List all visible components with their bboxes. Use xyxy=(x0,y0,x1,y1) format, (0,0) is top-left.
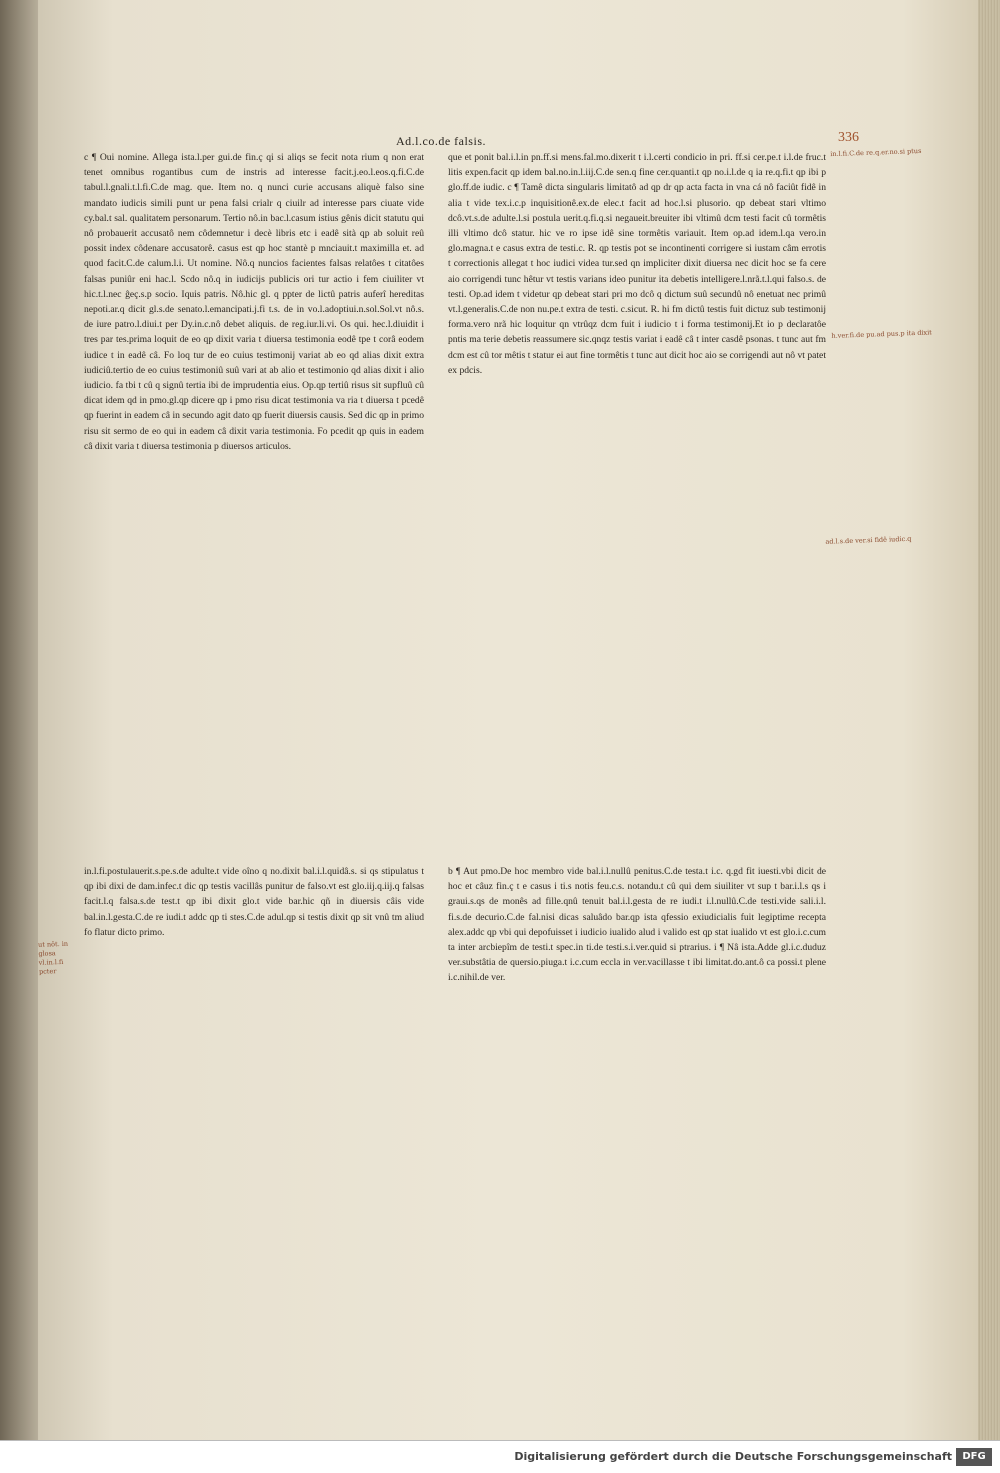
footer-bar xyxy=(0,1440,1000,1473)
footer-text: Digitalisierung gefördert durch die Deutsche Forschungsgemeinschaft xyxy=(514,1450,952,1463)
margin-note: in.l.fi.C.de re.q.er.no.si ptus xyxy=(830,146,922,159)
right-column-text: que et ponit bal.i.l.in pn.ff.si mens.fal.mo.dixerit t i.l.certi condicio in pri. ff.si cer.pe.t i.l.de fruc.t litis expen.facit qp idem bal.no.in.l.iij.C.de sen.q fine cer.quanti.t qp no.i.l.de q ia re.q.fi.t qp ibi p glo.ff.de iudic. c ¶ Tamê dicta singularis limitatô ad qp dr qp acta facta in vna cá nô faciût fidê in alia t vide tex.i.c.p inquisitionê.ex.de elec.t facit ad hoc.l.si plusorio. qp debeat stari vltimo dcô.vt.s.de adulte.l.si postula uerit.q.fi.q.si negaueit.breuiter ibi vltimû dcm testi facit cû tormêtis illi vltimo dcô statur. hic ve ro ipse idê sine tormêtis variauit. Item op.ad idem.l.qa vero.in glo.magna.t e casus extra de testi.c. R. qp testis pot se incontinenti corrigere si iustam câm errotis t correctionis allegat t hoc iudici videa tur.sed qn impliciter dixit diuersa nec dicit hoc se fa cere aio corrigendi tunc hêtur vt testis varians ideo punitur ita debetis intelligere.l.nrã.t.l.qui falso.s. de testi. Op.ad idem t videtur qp debeat stari pri mo dcô q dictum suû secundû nô enetuat nec primû vt.l.generalis.C.de non nu.pe.t extra de testi. c.sicut. R. hi fm dictû testis fuit dictuz sub testimonij forma.vero nrã hic loquitur qn vtrûqz dcm fuit i iudicio t i forma testimonij.Et io p declaratôe pntis ma terie debetis reassumere sic.qnqz testis variat i eadê câ t inter casdê psonas. t tunc aut fm dcm est cû tor mêtis t statur ei aut fine tormêtis t tunc aut dicit hoc aio se corrigendi aut nô vt patet ex pdcis. xyxy=(448,152,826,376)
running-head: Ad.l.co.de falsis. xyxy=(396,134,486,148)
dfg-logo: DFG xyxy=(956,1448,992,1466)
page-edges xyxy=(978,0,1000,1440)
book-spine xyxy=(0,0,38,1472)
left-column-continuation: in.l.fi.postulauerit.s.pe.s.de adulte.t vide oîno q no.dixit bal.i.l.quidâ.s. si qs stipulatus t qp ibi dixi de dam.infec.t dic qp testis vacillâs punitur de falso.vt est glo.iij.q.iij.q falsas facit.l.q falsa.s.de test.t qp ibi dixit glo.t vide bar.hic qñ in diuersis câis vide bal.in.l.gesta.C.de re iudi.t addc qp ti stes.C.de adul.qp si testis dixit qp sit vnû tm aliud fo flatur dicto primo. xyxy=(84,866,424,938)
margin-note: ad.l.s.de ver.si fidê iudic.q xyxy=(825,534,912,546)
margin-note: h.ver.fi.de pu.ad pus.p ita dixit xyxy=(831,328,932,340)
margin-note: ut nôt. in glosa vl.in.l.fi pcter xyxy=(37,939,69,976)
left-column-text: c ¶ Oui nomine. Allega ista.l.per gui.de fin.ç qi si aliqs se fecit nota rium q non erat tenet omnibus rogantibus cum de instris ad interesse facit.j.eo.l.eos.q.fi.C.de tabul.l.gnali.t.l.fi.C.de mag. que. Item no. q nunci curie accusans aliquè falso sine mandato iudicis simili punt ur pena falsi crialr q ciuilr ad interesse pars ciuate vide cy.bal.t sal. qualitatem personarum. Tertio nô.in bac.l.casum istius gênis dicit statutu qui nô probauerit accusatô nem côdemnetur i decè libris etc i eadê sità qp ab soluit reû possit index côdenare accusatorê. casus est qp hoc stantè p mnciauit.t maximilla et. ad quod facit.C.de calum.l.i. Ut nomine. Nô.q nuncios facientes falsas relatôes t citatôes falsas puniûr eni hac.l. Scdo nô.q in iudicijs publicis ori tur actio i fem ciuiliter vt hic.t.l.nec ĝeç.s.p socio. Iquis patris. Nô.hic gl. q ppter de lictû patris auferî hereditas nepoti.ar.q dicit gl.s.de senato.l.emancipati.j.fi t.s. de in vo.l.adoptiui.n.sol.Sol.vt nô.s. de iure patro.l.diui.t per Dy.in.c.nô debet aliquis. de reg.iur.li.vi. Os qui. hec.l.diuidit i tres par tes.prima loquit de eo qp dixit varia t diuersa testimonia eodê tpe t corâ eodem iudice t in eadê câ. Fo loq tur de eo cuius testimonij variat ab eo qd alias dixit extra iudiciû.tertio de eo cuius testimoniû suû vari at ab alio et testimonio qd alias dixit i alio iudicio. fa tbi t cû q signû tertia ibi de imprudentia eius. Op.qp tertiû risus sit supfluû cû dicat idem qd in pmo.gl.qp dicere qp i pmo risu dicat testimonia va ria t diuersa t pcedê qp fuerint in eadem câ in secundo agit dato qp fuerit diuersis causis. Sed dic qp in primo risu sit sermo de eo qui in eadem câ dixit varia testimonia. Fo pcedit qp quis in eadem câ dixit varia t diuersa testimonia p diuersos articulos. xyxy=(84,152,424,452)
right-column-continuation: b ¶ Aut pmo.De hoc membro vide bal.i.l.nullû penitus.C.de testa.t i.c. q.gd fit iuesti.vbi dicit de hoc et câuz fin.ç t e casus i ti.s notis feu.c.s. notandu.t cû qui dem siuiliter vt sup t bar.i.l.s qs i graui.s.qs de monês ad fille.qnû tenuit bal.i.l.gesta de re iudi.t i.l.nullû.C.de testi.vide sali.i.l. fi.s.de decurio.C.de fal.nisi dicas saluâdo bar.qp ista qfessio exiudicialis fuit legiptime recepta alex.addc qp vbi qui depofuisset i iudicio iualido alud i valido est qp stat iualido vt est glo.i.c.cum ta inter arcbiepîm de testi.t spec.in ti.de testi.s.i.ver.quid si ptrarius. i ¶ Nâ ista.Adde gl.i.c.duduz ver.substâtia de quersio.piuga.t i.c.cum eccla in ver.vacillasse t ibi limitat.do.ant.ô ca possi.t plene i.c.nihil.de ver. xyxy=(448,866,826,984)
folio-number: 336 xyxy=(838,130,859,145)
